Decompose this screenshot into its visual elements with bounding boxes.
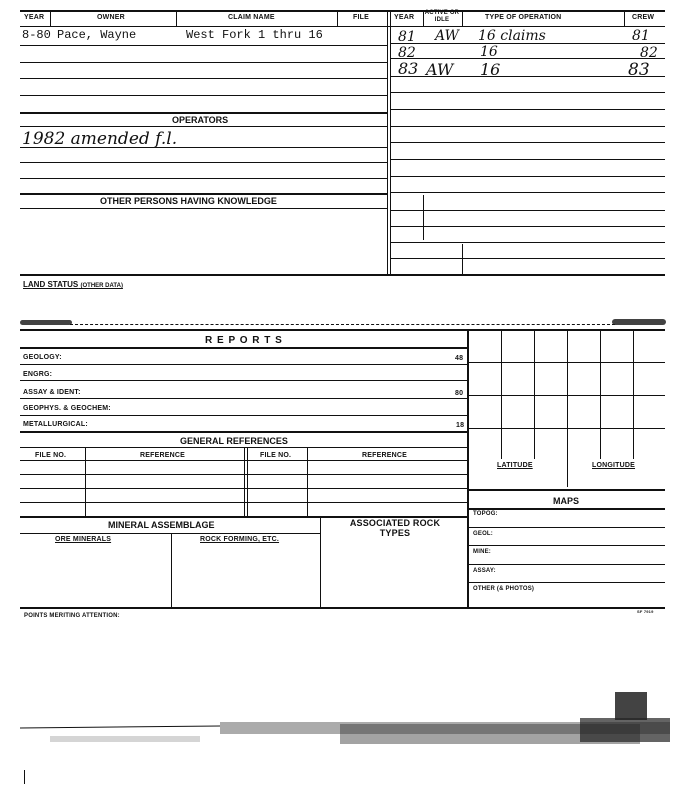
divider [423, 10, 424, 26]
row-line [467, 428, 665, 429]
row-line [467, 508, 665, 510]
row-line [390, 176, 665, 177]
row-line [390, 43, 665, 44]
divider [176, 10, 177, 26]
operators-label: OPERATORS [172, 115, 229, 125]
op2-crew: 82 [640, 45, 658, 61]
op1-year: 81 [398, 29, 416, 45]
mineral-associated: ASSOCIATED ROCK TYPES [349, 518, 441, 538]
divider [567, 329, 568, 487]
row-line [390, 142, 665, 143]
row-line [20, 45, 387, 46]
header-owner: OWNER [97, 14, 125, 21]
header-file: FILE [353, 14, 369, 21]
row-line [467, 582, 665, 583]
row-line [20, 147, 387, 148]
op3-crew: 83 [628, 60, 650, 80]
divider [85, 447, 86, 516]
reports-assay: ASSAY & IDENT: [23, 389, 81, 396]
maps-other: OTHER (& PHOTOS) [473, 586, 535, 592]
reports-metallurgical-code: 18 [456, 422, 465, 429]
reports-metallurgical: METALLURGICAL: [23, 421, 88, 428]
row-line [467, 362, 665, 363]
form-code: SF 7919 [637, 609, 654, 614]
reports-assay-code: 80 [455, 390, 464, 397]
longitude-label: LONGITUDE [592, 462, 636, 469]
divider [307, 447, 308, 516]
maps-mine: MINE: [473, 549, 491, 555]
divider [171, 533, 172, 607]
row-line [20, 208, 387, 209]
op1-type: 16 claims [478, 28, 546, 44]
divider [501, 329, 502, 459]
op1-crew: 81 [632, 28, 650, 44]
gr-col-reference2: REFERENCE [362, 452, 407, 459]
divider [600, 329, 601, 459]
row-line [20, 62, 387, 63]
header-active-or-idle: ACTIVE OR IDLE [424, 10, 460, 23]
latitude-label: LATITUDE [497, 462, 533, 469]
op2-year: 82 [398, 45, 416, 61]
row-line [20, 78, 387, 79]
row-line [390, 109, 665, 110]
row1-year: 8-80 [22, 28, 51, 42]
row-line [390, 258, 665, 259]
divider [462, 244, 463, 274]
top-border [20, 10, 665, 12]
operators-handwritten: 1982 amended f.l. [22, 129, 178, 149]
land-status-sub: (OTHER DATA) [80, 283, 123, 289]
divider [70, 324, 615, 325]
other-persons-bottom-line [20, 274, 665, 276]
divider [337, 10, 338, 26]
divider [423, 195, 424, 240]
land-status-label [23, 280, 123, 289]
row-line [390, 192, 665, 193]
divider [462, 10, 463, 26]
row-line [467, 545, 665, 546]
maps-topog: TOPOG: [473, 511, 498, 517]
gr-col-file-no2: FILE NO. [260, 452, 292, 459]
row-line [20, 178, 387, 179]
row-line [20, 162, 387, 163]
row-line [467, 395, 665, 396]
mineral-ore: ORE MINERALS [55, 536, 112, 543]
row-line [20, 533, 320, 534]
row-line [20, 95, 387, 96]
mineral-title: MINERAL ASSEMBLAGE [108, 520, 215, 530]
row-line [467, 527, 665, 528]
other-persons-label: OTHER PERSONS HAVING KNOWLEDGE [100, 196, 277, 206]
divider [534, 329, 535, 459]
reports-geology: GEOLOGY: [23, 354, 62, 361]
row1-claim-name: West Fork 1 thru 16 [186, 28, 323, 42]
header-type-of-operation: TYPE OF OPERATION [485, 14, 562, 21]
row-line [467, 564, 665, 565]
divider [387, 10, 388, 275]
row-line [390, 226, 665, 227]
header-year2: YEAR [394, 14, 415, 21]
row-line [20, 398, 467, 399]
maps-title: MAPS [553, 496, 580, 506]
gr-col-reference: REFERENCE [140, 452, 185, 459]
row-line [20, 126, 387, 127]
row-line [20, 380, 467, 381]
op3-year: 83 [398, 59, 419, 78]
row-line [20, 415, 467, 416]
row-line [390, 76, 665, 77]
gr-col-file-no: FILE NO. [35, 452, 67, 459]
header-bottom-line [20, 26, 665, 27]
operators-top-line [20, 112, 387, 114]
divider [50, 10, 51, 26]
divider [24, 770, 25, 784]
mineral-rock: ROCK FORMING, ETC. [200, 536, 280, 543]
row-line [390, 126, 665, 127]
divider [624, 10, 625, 26]
header-crew: CREW [632, 14, 655, 21]
row-line [20, 607, 665, 609]
divider [320, 516, 321, 607]
row-line [467, 489, 665, 491]
reports-geophys: GEOPHYS. & GEOCHEM: [23, 405, 111, 412]
op2-type: 16 [480, 44, 498, 60]
other-persons-top-line [20, 193, 387, 195]
row-line [390, 242, 665, 243]
op3-status: AW [426, 60, 454, 79]
scan-smudge [612, 319, 666, 325]
land-status-title: LAND STATUS [23, 280, 79, 289]
divider [247, 447, 248, 516]
general-refs-title: GENERAL REFERENCES [180, 436, 288, 446]
row-line [20, 431, 467, 433]
reports-engrg: ENGRG: [23, 371, 53, 378]
row-line [390, 210, 665, 211]
scan-noise [20, 712, 670, 762]
divider [467, 329, 469, 607]
reports-geology-code: 48 [455, 355, 464, 362]
header-year: YEAR [24, 14, 45, 21]
row-line [390, 159, 665, 160]
maps-geol: GEOL: [473, 531, 493, 537]
divider [633, 329, 634, 459]
points-label: POINTS MERITING ATTENTION: [24, 613, 120, 619]
row-line [390, 58, 665, 59]
reports-title: R E P O R T S [205, 335, 283, 346]
op3-type: 16 [480, 60, 501, 79]
header-claim-name: CLAIM NAME [228, 14, 275, 21]
maps-assay: ASSAY: [473, 568, 496, 574]
row-line [390, 92, 665, 93]
row-line [20, 364, 467, 365]
divider [244, 447, 245, 516]
scan-smudge [20, 320, 72, 325]
row1-owner: Pace, Wayne [57, 28, 137, 42]
reports-title-line [20, 347, 467, 349]
op1-status: AW [435, 28, 459, 44]
reports-top-line [20, 329, 665, 331]
